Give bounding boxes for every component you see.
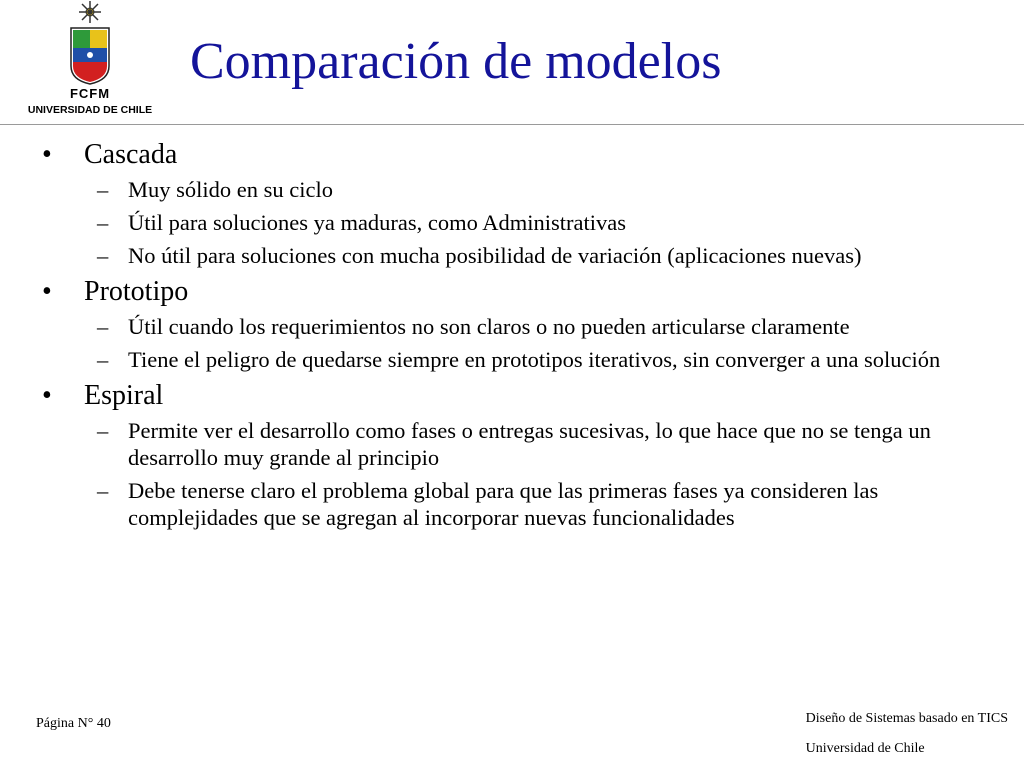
slide-title: Comparación de modelos <box>190 33 722 90</box>
course-name: Diseño de Sistemas basado en TICS <box>805 711 1008 726</box>
bullet-heading: Cascada <box>84 139 178 170</box>
footer-credits <box>806 708 1008 768</box>
bullet-icon: • <box>42 139 52 170</box>
university-logo <box>10 0 170 122</box>
bullet-heading: Prototipo <box>84 276 189 307</box>
dash-icon: – <box>97 177 109 202</box>
logo-acronym: FCFM <box>69 86 111 101</box>
bullet-espiral <box>42 379 1002 413</box>
sub-bullet-text: Permite ver el desarrollo como fases o entregas sucesivas, lo que hace que no se tenga un desarrollo muy grande al principio <box>128 418 931 470</box>
bullet-icon: • <box>42 276 52 307</box>
dash-icon: – <box>97 478 109 503</box>
bullet-cascada <box>42 138 1002 172</box>
sub-bullet <box>42 313 1002 340</box>
sub-bullet-text: Tiene el peligro de quedarse siempre en prototipos iterativos, sin converger a una solución <box>128 347 941 372</box>
sub-bullet <box>42 242 1002 269</box>
sub-bullet-text: Útil cuando los requerimientos no son claros o no pueden articularse claramente <box>128 314 850 339</box>
sub-bullet-text: Muy sólido en su ciclo <box>128 177 333 202</box>
sub-bullet <box>42 477 1002 531</box>
dash-icon: – <box>97 243 109 268</box>
page-number: Página N° 40 <box>36 716 111 731</box>
sub-bullet <box>42 209 1002 236</box>
dash-icon: – <box>97 347 109 372</box>
header-divider <box>0 124 1024 125</box>
slide-content <box>42 138 1002 537</box>
sub-bullet <box>42 176 1002 203</box>
dash-icon: – <box>97 314 109 339</box>
dash-icon: – <box>97 210 109 235</box>
dash-icon: – <box>97 418 109 443</box>
sub-bullet-text: No útil para soluciones con mucha posibilidad de variación (aplicaciones nuevas) <box>128 243 862 268</box>
bullet-prototipo <box>42 275 1002 309</box>
sun-crest-icon <box>79 1 101 23</box>
sub-bullet <box>42 417 1002 471</box>
bullet-icon: • <box>42 380 52 411</box>
sub-bullet-text: Debe tenerse claro el problema global para que las primeras fases ya consideren las complejidades que se agregan al incorporar nuevas funcionalidades <box>128 478 879 530</box>
sub-bullet <box>42 346 1002 373</box>
bullet-heading: Espiral <box>84 380 164 411</box>
university-name: Universidad de Chile <box>805 741 925 756</box>
logo-university-name: UNIVERSIDAD DE CHILE <box>27 104 153 116</box>
sub-bullet-text: Útil para soluciones ya maduras, como Administrativas <box>128 210 627 235</box>
shield-emblem-icon <box>65 0 115 86</box>
